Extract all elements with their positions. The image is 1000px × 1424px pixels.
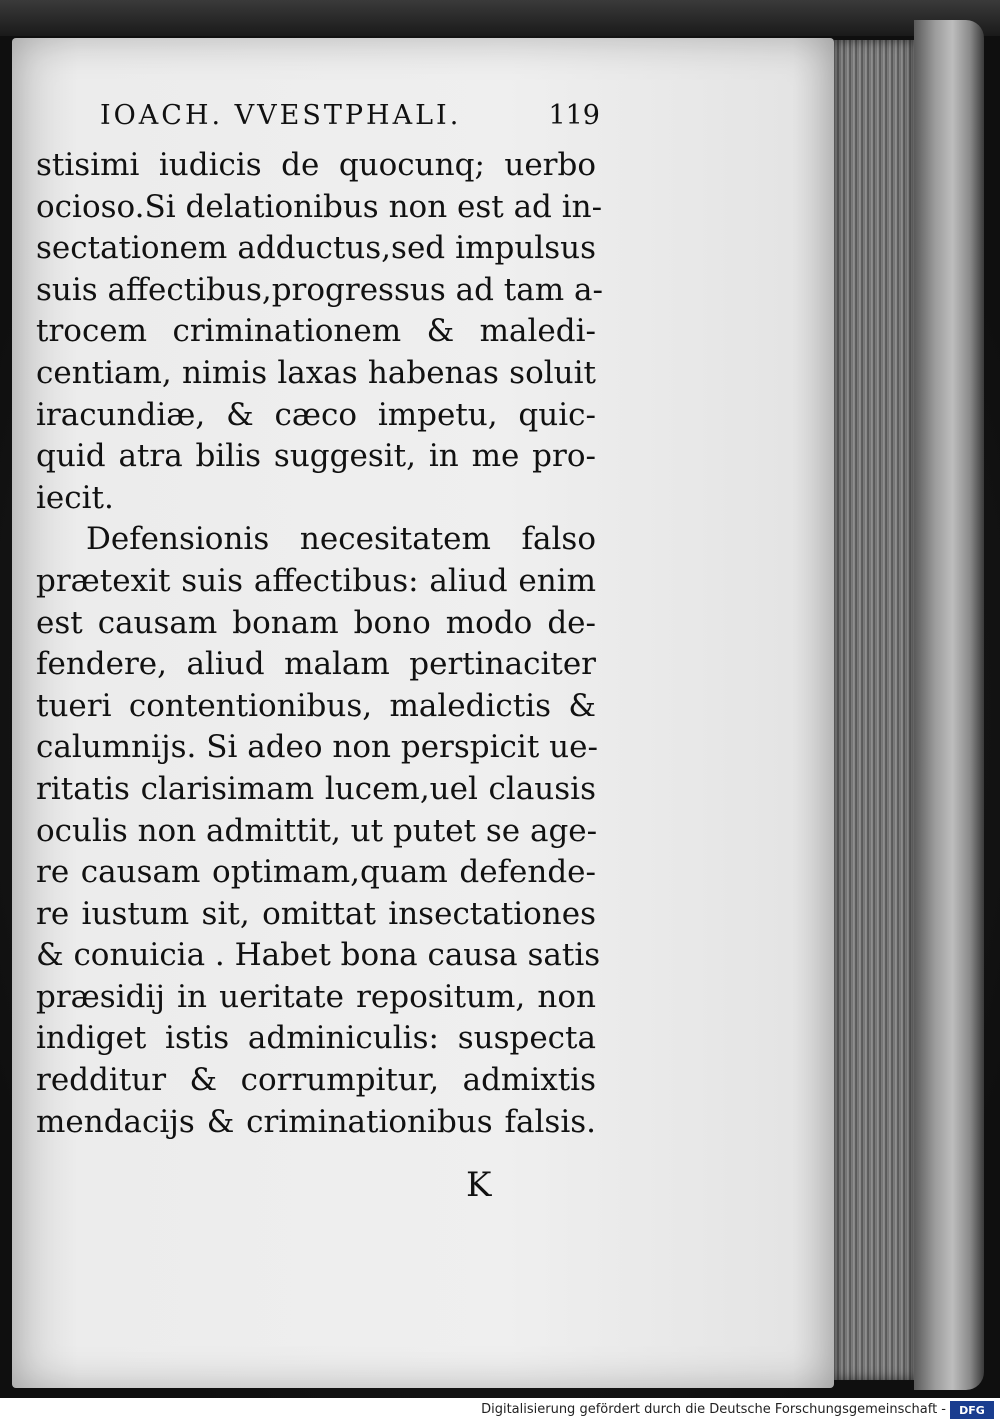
text-line: mendacijs & criminationibus falsis. xyxy=(36,1103,596,1140)
text-line: re causam optimam,quam defende- xyxy=(36,854,596,891)
text-line: tueri contentionibus, maledictis & xyxy=(36,687,596,724)
text-line: suis affectibus,progressus ad tam a- xyxy=(36,271,603,308)
text-line: trocem criminationem & maledi- xyxy=(36,313,596,350)
text-line: fendere, aliud malam pertinaciter xyxy=(36,646,596,683)
text-line: prætexit suis affectibus: aliud enim xyxy=(36,562,596,599)
book-cover-edge xyxy=(914,20,984,1390)
text-line: est causam bonam bono modo de- xyxy=(36,604,596,641)
text-line: præsidij in ueritate repositum, non xyxy=(36,978,596,1015)
text-line: centiam, nimis laxas habenas soluit xyxy=(36,354,596,391)
running-title: IOACH. VVESTPHALI. xyxy=(100,100,462,131)
text-line: stisimi iudicis de quocunq; uerbo xyxy=(36,147,596,183)
page-edges xyxy=(834,40,914,1380)
digitization-footer xyxy=(0,1398,1000,1424)
text-line: quid atra bilis suggesit, in me pro- xyxy=(36,438,596,475)
text-line: redditur & corrumpitur, admixtis xyxy=(36,1062,596,1099)
text-line: & conuicia . Habet bona causa satis xyxy=(36,937,601,974)
text-line: ocioso.Si delationibus non est ad in- xyxy=(36,188,603,225)
text-line: sectationem adductus,sed impulsus xyxy=(36,230,596,267)
dfg-logo: DFG xyxy=(950,1401,994,1419)
page-body xyxy=(36,145,603,1143)
page-number: 119 xyxy=(548,100,600,131)
book-cover-top xyxy=(0,0,1000,36)
text-line: Defensionis necesitatem falso xyxy=(86,521,596,558)
running-header xyxy=(100,100,600,140)
text-line: ritatis clarisimam lucem,uel clausis xyxy=(36,770,596,807)
text-line: calumnijs. Si adeo non perspicit ue- xyxy=(36,729,598,766)
text-line: re iustum sit, omittat insectationes xyxy=(36,895,596,932)
text-line: oculis non admittit, ut putet se age- xyxy=(36,812,598,849)
text-line: indiget istis adminiculis: suspecta xyxy=(36,1020,596,1057)
funding-credit: Digitalisierung gefördert durch die Deutsche Forschungsgemeinschaft - xyxy=(481,1402,946,1417)
catchword: K xyxy=(466,1165,492,1205)
text-line: iracundiæ, & cæco impetu, quic- xyxy=(36,396,596,433)
text-line: iecit. xyxy=(36,479,114,516)
